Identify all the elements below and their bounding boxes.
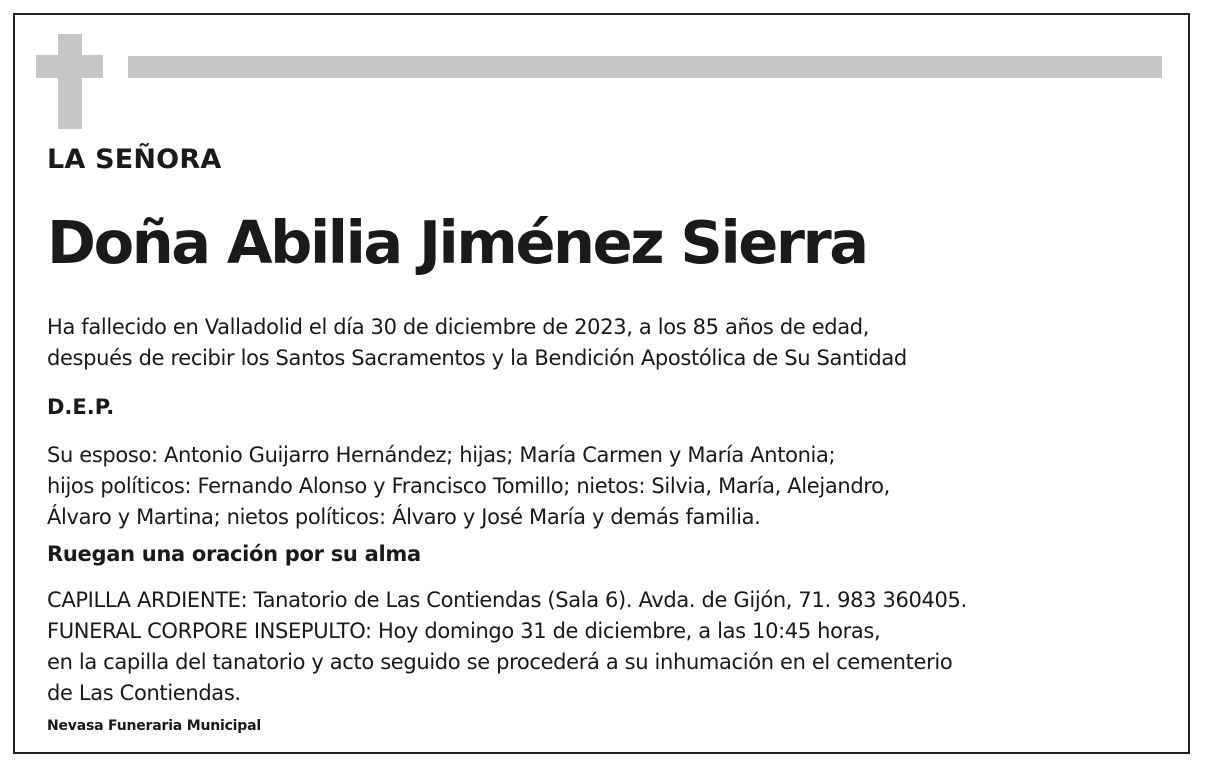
dep-label: D.E.P. [47,395,115,419]
title-label: LA SEÑORA [47,144,222,175]
service-details [47,585,967,709]
family-list [47,440,890,533]
family-line: Álvaro y Martina; nietos políticos: Álvaro y José María y demás familia. [47,505,761,529]
family-line: hijos políticos: Fernando Alonso y Francisco Tomillo; nietos: Silvia, María, Alejandro, [47,474,890,498]
service-line: de Las Contiendas. [47,681,241,705]
announcement-line: después de recibir los Santos Sacramentos y la Bendición Apostólica de Su Santidad [47,346,907,370]
announcement [47,312,907,374]
service-line: FUNERAL CORPORE INSEPULTO: Hoy domingo 31 de diciembre, a las 10:45 horas, [47,619,881,643]
funeral-home: Nevasa Funeraria Municipal [47,718,261,734]
header-bar [128,56,1162,78]
announcement-line: Ha fallecido en Valladolid el día 30 de diciembre de 2023, a los 85 años de edad, [47,315,870,339]
cross-horizontal-beam [36,55,103,78]
prayer-request: Ruegan una oración por su alma [47,542,421,566]
service-line: CAPILLA ARDIENTE: Tanatorio de Las Contiendas (Sala 6). Avda. de Gijón, 71. 983 360405. [47,588,967,612]
deceased-name: Doña Abilia Jiménez Sierra [47,208,867,277]
cross-vertical-beam [58,34,82,129]
family-line: Su esposo: Antonio Guijarro Hernández; hijas; María Carmen y María Antonia; [47,443,836,467]
service-line: en la capilla del tanatorio y acto seguido se procederá a su inhumación en el cementerio [47,650,953,674]
